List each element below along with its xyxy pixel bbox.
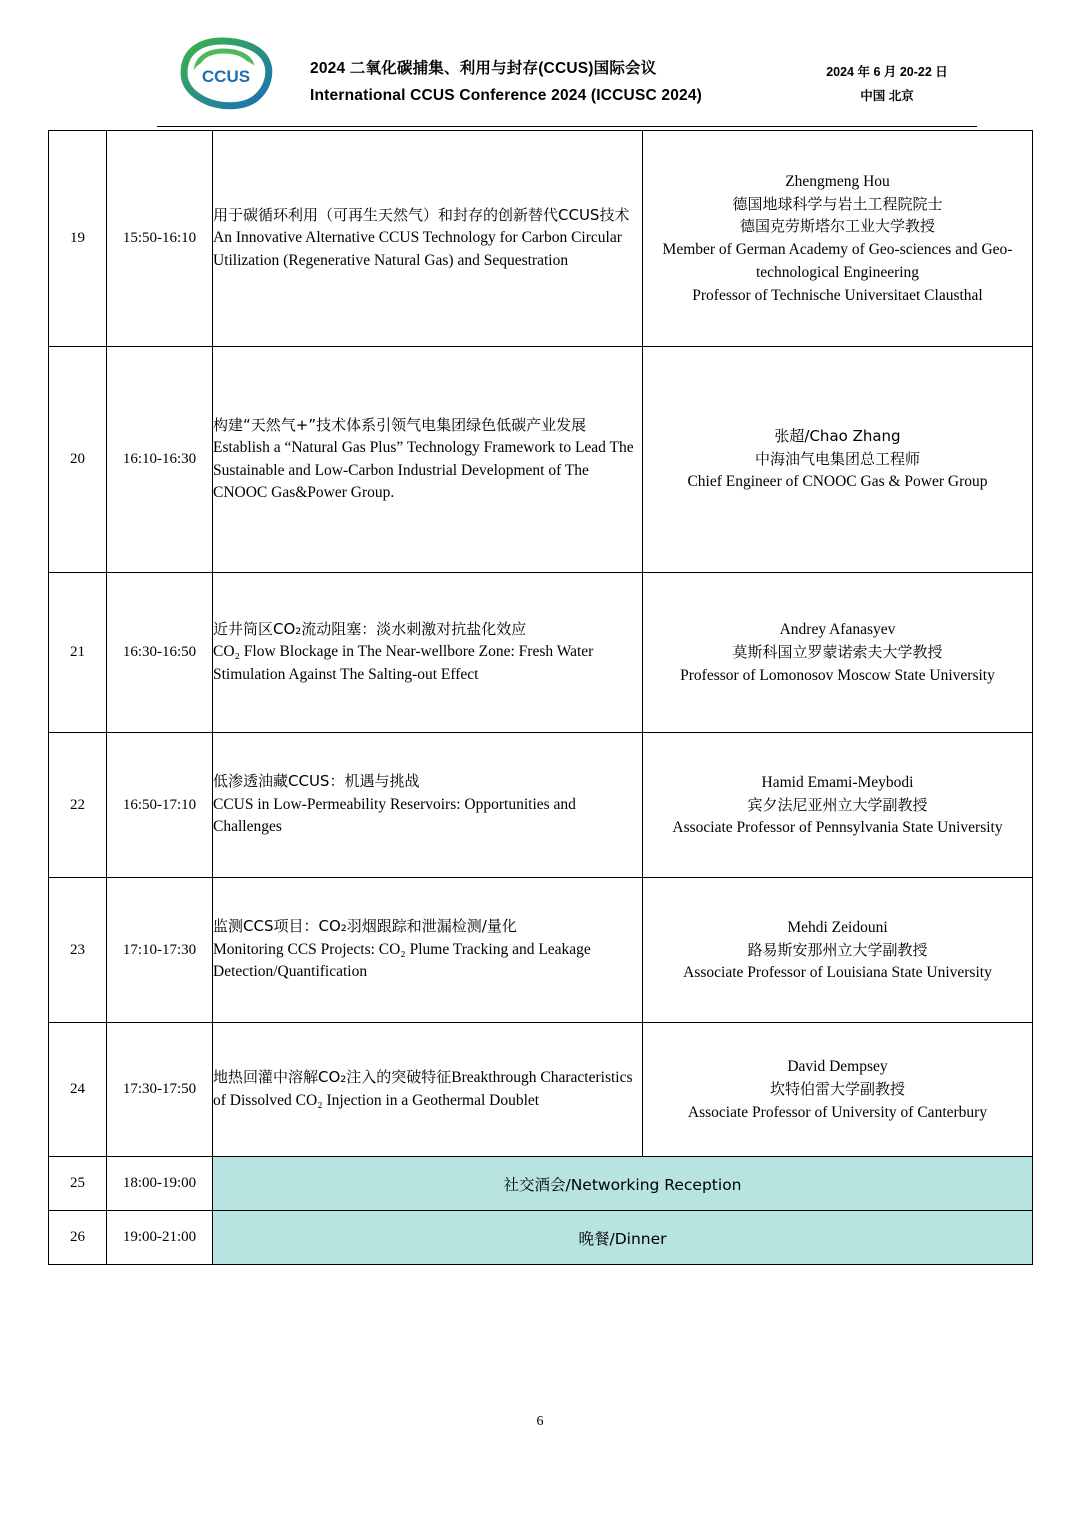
row-topic [213,733,643,878]
speaker-title-cn-1: 莫斯科国立罗蒙诺索夫大学教授 [732,643,943,662]
conference-date-location [752,60,1022,109]
row-topic-en: CCUS in Low-Permeability Reservoirs: Opportunities and Challenges [213,795,576,836]
row-event-label [213,1211,1033,1265]
row-topic [213,131,643,347]
table-row [49,1023,1033,1157]
schedule-table [48,130,1033,1265]
table-row [49,131,1033,347]
speaker-title-cn-1: 宾夕法尼亚州立大学副教授 [747,795,928,814]
row-topic-cn: 构建“天然气+”技术体系引领气电集团绿色低碳产业发展 [213,415,587,434]
table-row [49,347,1033,573]
conference-title [310,56,702,109]
row-topic-cn: 地热回灌中溶解CO₂注入的突破特征 [213,1068,452,1087]
row-number: 19 [49,131,107,347]
row-time: 15:50-16:10 [107,131,213,347]
row-time: 16:30-16:50 [107,573,213,733]
speaker-name: Hamid Emami-Meybodi [761,773,914,791]
speaker-title-en-1: Professor of Lomonosov Moscow State University [680,666,995,684]
speaker-title-en-1: Member of German Academy of Geo-sciences and Geo-technological Engineering [662,240,1013,281]
speaker-title-en-1: Associate Professor of Pennsylvania State University [672,819,1003,837]
row-number: 24 [49,1023,107,1157]
row-topic-cn: 用于碳循环利用（可再生天然气）和封存的创新替代CCUS技术 [213,205,630,224]
row-time: 16:10-16:30 [107,347,213,573]
speaker-title-cn-1: 路易斯安那州立大学副教授 [747,940,928,959]
table-row [49,1211,1033,1265]
speaker-name: David Dempsey [787,1058,888,1075]
conference-date: 2024 年 6 月 20-22 日 [826,65,948,79]
conference-title-en: International CCUS Conference 2024 (ICCUSC 2024) [310,86,703,104]
row-topic-cn: 监测CCS项目：CO₂羽烟跟踪和泄漏检测/量化 [213,917,517,936]
row-topic-en: Breakthrough Characteristics of Dissolved CO₂ Injection in a Geothermal Doublet [213,1069,633,1109]
row-speaker [643,733,1033,878]
row-time: 17:10-17:30 [107,878,213,1023]
table-row [49,733,1033,878]
table-row [49,573,1033,733]
row-time: 16:50-17:10 [107,733,213,878]
row-speaker [643,131,1033,347]
page-header [52,34,1028,124]
header-divider [157,126,977,127]
event-label-text: 社交酒会/Networking Reception [503,1175,742,1194]
row-topic [213,878,643,1023]
row-speaker [643,1023,1033,1157]
row-topic-en: Monitoring CCS Projects: CO₂ Plume Tracking and Leakage Detection/Quantification [213,940,591,981]
row-time: 18:00-19:00 [107,1157,213,1211]
speaker-title-cn-1: 坎特伯雷大学副教授 [769,1080,905,1099]
row-number: 26 [49,1211,107,1265]
row-number: 25 [49,1157,107,1211]
row-topic-cn: 近井筒区CO₂流动阻塞：淡水刺激对抗盐化效应 [213,619,527,638]
row-topic-en: An Innovative Alternative CCUS Technology for Carbon Circular Utilization (Regenerative Natural Gas) and Sequestration [213,229,622,269]
speaker-title-en-1: Associate Professor of University of Canterbury [687,1103,988,1121]
page-number: 6 [536,1414,544,1429]
conference-title-cn: 2024 二氧化碳捕集、利用与封存(CCUS)国际会议 [310,60,657,77]
speaker-title-en-1: Associate Professor of Louisiana State University [683,964,992,982]
row-event-label [213,1157,1033,1211]
row-speaker [643,347,1033,573]
row-number: 20 [49,347,107,573]
speaker-name: 张超/Chao Zhang [774,427,901,446]
table-row [49,1157,1033,1211]
speaker-title-cn-2: 德国克劳斯塔尔工业大学教授 [739,217,935,236]
speaker-name: Andrey Afanasyev [779,621,896,638]
speaker-title-en-1: Chief Engineer of CNOOC Gas & Power Group [687,473,988,491]
schedule-table-wrapper [48,130,1032,1265]
table-row [49,878,1033,1023]
row-topic [213,1023,643,1157]
event-label-text: 晚餐/Dinner [578,1229,667,1248]
row-time: 17:30-17:50 [107,1023,213,1157]
speaker-title-en-2: Professor of Technische Universitaet Clausthal [692,287,983,305]
row-number: 22 [49,733,107,878]
row-topic-en: CO₂ Flow Blockage in The Near-wellbore Zone: Fresh Water Stimulation Against The Salting-out Effect [213,643,594,683]
speaker-title-cn-1: 德国地球科学与岩土工程院院士 [732,194,943,213]
speaker-name: Mehdi Zeidouni [787,918,888,936]
speaker-title-cn-1: 中海油气电集团总工程师 [754,449,920,468]
row-topic-cn: 低渗透油藏CCUS：机遇与挑战 [213,772,420,791]
row-topic [213,347,643,573]
row-time: 19:00-21:00 [107,1211,213,1265]
row-number: 23 [49,878,107,1023]
row-topic [213,573,643,733]
ccus-logo-icon [172,36,290,110]
row-speaker [643,878,1033,1023]
row-topic-en: Establish a “Natural Gas Plus” Technology Framework to Lead The Sustainable and Low-Carbon Industrial Development of The CNOOC Gas&Power Group. [213,439,634,501]
row-speaker [643,573,1033,733]
svg-text:CCUS: CCUS [201,67,251,86]
row-number: 21 [49,573,107,733]
speaker-name: Zhengmeng Hou [785,172,890,190]
conference-location: 中国 北京 [860,89,914,104]
